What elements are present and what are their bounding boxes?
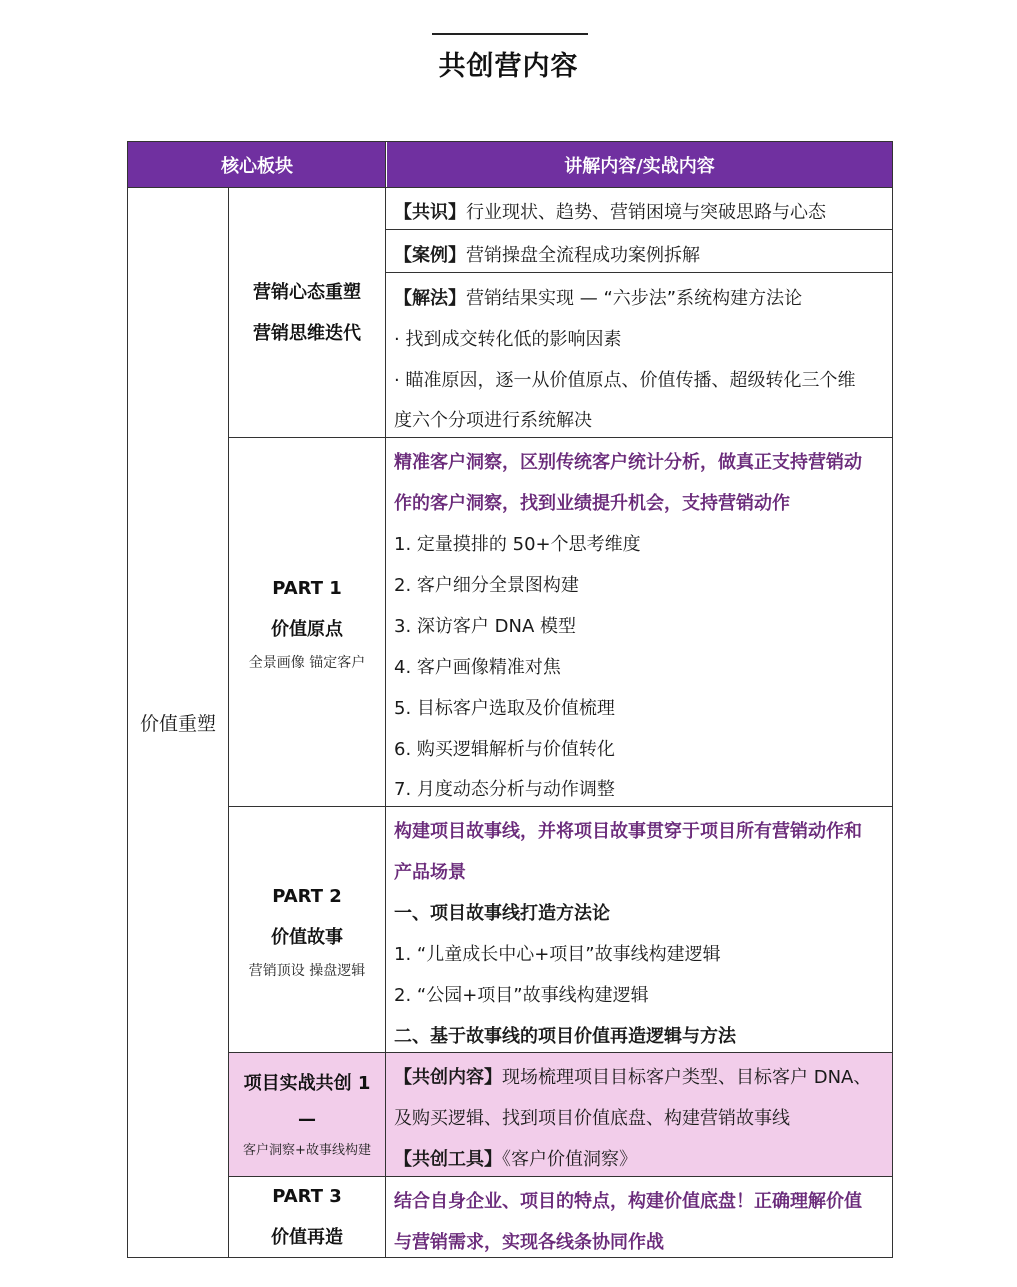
solution-tag: 【解法】 — [394, 288, 466, 309]
practice1-content-cont: 及购买逻辑、找到项目价值底盘、构建营销故事线 — [394, 1108, 790, 1129]
module-part3 — [229, 1177, 385, 1257]
header-core-module-label: 核心板块 — [221, 155, 293, 177]
header-content — [387, 142, 892, 187]
practice1-tool-line — [394, 1148, 637, 1172]
part1-name: 价值原点 — [271, 619, 343, 640]
solution-text: 营销结果实现 — “六步法”系统构建方法论 — [466, 288, 803, 309]
part1-item-6: 6. 购买逻辑解析与价值转化 — [394, 739, 615, 760]
part2-item-1: 1. “儿童成长中心+项目”故事线构建逻辑 — [394, 944, 721, 965]
part2-headline-1: 构建项目故事线，并将项目故事贯穿于项目所有营销动作和 — [394, 821, 862, 842]
part1-label: PART 1 — [272, 578, 342, 599]
part1-item-5: 5. 目标客户选取及价值梳理 — [394, 698, 615, 719]
part1-item-1: 1. 定量摸排的 50+个思考维度 — [394, 534, 641, 555]
header-content-label: 讲解内容/实战内容 — [564, 155, 715, 177]
consensus-line — [394, 201, 826, 225]
practice1-tool-text: 《客户价值洞察》 — [502, 1149, 637, 1170]
solution-line — [394, 287, 802, 311]
solution-point-2-cont: 度六个分项进行系统解决 — [394, 410, 592, 431]
grid-hline-2 — [386, 272, 892, 273]
part2-name: 价值故事 — [271, 926, 343, 948]
case-line — [394, 244, 700, 268]
practice1-tool-tag: 【共创工具】 — [394, 1149, 502, 1170]
part1-headline-2: 作的客户洞察，找到业绩提升机会，支持营销动作 — [394, 493, 790, 514]
part2-label: PART 2 — [272, 885, 342, 907]
part2-headline-2: 产品场景 — [394, 862, 466, 883]
part1-item-4: 4. 客户画像精准对焦 — [394, 657, 561, 678]
module-mindset-title1: 营销心态重塑 — [253, 281, 361, 303]
practice1-content-text: 现场梳理项目目标客户类型、目标客户 DNA、 — [502, 1067, 872, 1088]
title-overline — [432, 33, 588, 35]
part2-sub2: 二、基于故事线的项目价值再造逻辑与方法 — [394, 1026, 736, 1047]
part3-headline-1: 结合自身企业、项目的特点，构建价值底盘！正确理解价值 — [394, 1191, 862, 1212]
practice1-content-tag: 【共创内容】 — [394, 1067, 502, 1088]
part1-sub: 全景画像 锚定客户 — [248, 655, 366, 671]
module-mindset-title2: 营销思维迭代 — [253, 322, 361, 344]
part1-headline-1: 精准客户洞察，区别传统客户统计分析，做真正支持营销动 — [394, 452, 862, 473]
part1-item-2: 2. 客户细分全景图构建 — [394, 575, 579, 596]
case-tag: 【案例】 — [394, 245, 466, 266]
part2-sub1: 一、项目故事线打造方法论 — [394, 903, 610, 924]
solution-point-1: · 找到成交转化低的影响因素 — [394, 329, 622, 350]
module-practice1 — [229, 1053, 385, 1176]
case-text: 营销操盘全流程成功案例拆解 — [466, 245, 700, 266]
part3-name: 价值再造 — [271, 1227, 343, 1248]
header-core-module — [128, 142, 386, 187]
practice1-content-line — [394, 1066, 871, 1090]
section-cell — [128, 188, 228, 1257]
part3-headline-2: 与营销需求，实现各线条协同作战 — [394, 1232, 664, 1253]
consensus-text: 行业现状、趋势、营销困境与突破思路与心态 — [466, 202, 826, 223]
grid-vline-content — [385, 142, 386, 1257]
section-label: 价值重塑 — [139, 713, 216, 735]
practice1-dash: — — [298, 1108, 316, 1130]
part1-item-3: 3. 深访客户 DNA 模型 — [394, 616, 576, 637]
part2-item-2: 2. “公园+项目”故事线构建逻辑 — [394, 985, 649, 1006]
consensus-tag: 【共识】 — [394, 202, 466, 223]
module-mindset — [229, 188, 385, 437]
part2-sub: 营销顶设 操盘逻辑 — [248, 962, 366, 979]
practice1-title: 项目实战共创 1 — [243, 1072, 371, 1094]
page-title: 共创营内容 — [438, 51, 579, 82]
practice1-sub: 客户洞察+故事线构建 — [243, 1142, 371, 1158]
grid-hline-1 — [386, 229, 892, 230]
module-part2 — [229, 807, 385, 1052]
part3-label: PART 3 — [272, 1186, 342, 1207]
solution-point-2: · 瞄准原因，逐一从价值原点、价值传播、超级转化三个维 — [394, 370, 856, 391]
module-part1 — [229, 438, 385, 806]
part1-item-7: 7. 月度动态分析与动作调整 — [394, 779, 615, 800]
